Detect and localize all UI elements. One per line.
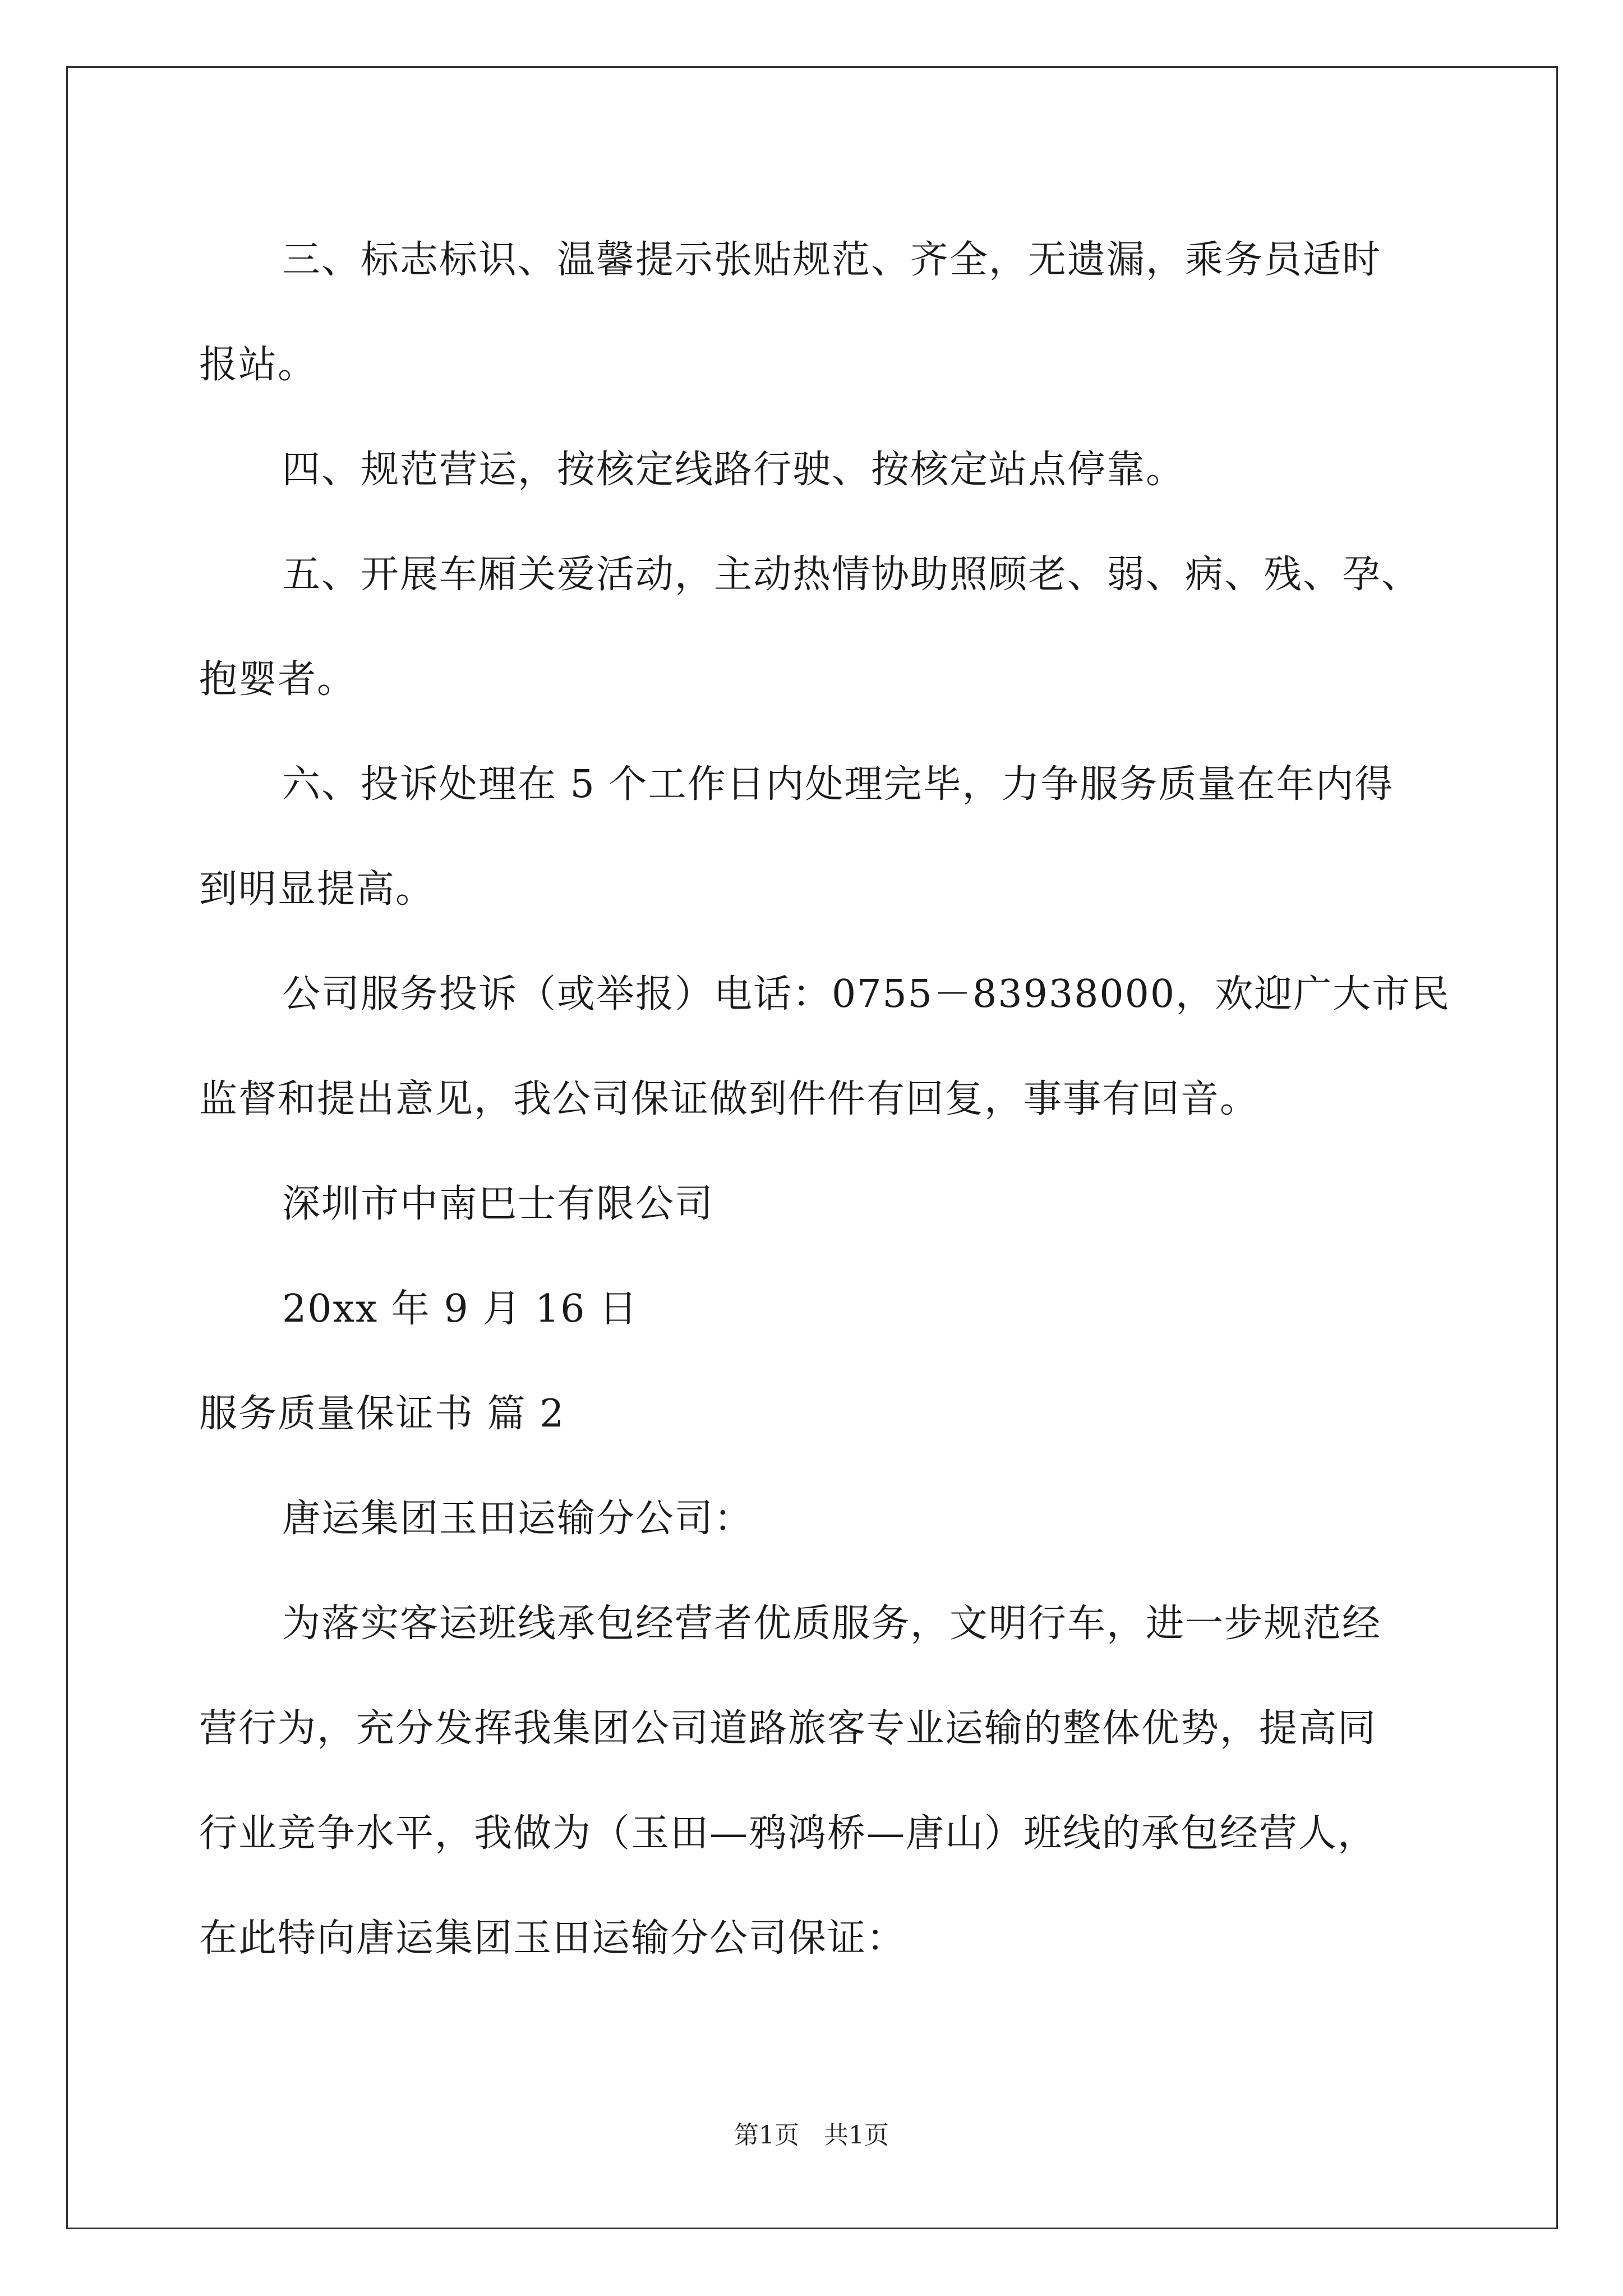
paragraph-item-5 [199, 522, 1461, 732]
complaint-hotline-paragraph [199, 942, 1461, 1152]
text-line: 三、标志标识、温馨提示张贴规范、齐全，无遗漏，乘务员适时 [282, 238, 1382, 282]
text-line: 报站。 [199, 343, 317, 387]
document-body [199, 208, 1461, 1991]
paragraph-item-3 [199, 208, 1461, 417]
text-line: 行业竞争水平，我做为（玉田—鸦鸿桥—唐山）班线的承包经营人， [199, 1811, 1377, 1856]
text-line: 四、规范营运，按核定线路行驶、按核定站点停靠。 [282, 448, 1186, 492]
text-line: 监督和提出意见，我公司保证做到件件有回复，事事有回音。 [199, 1077, 1260, 1121]
guarantee-intro-paragraph [199, 1571, 1461, 1991]
addressee [199, 1466, 1461, 1571]
section-heading [199, 1361, 1461, 1466]
text-line: 在此特向唐运集团玉田运输分公司保证： [199, 1916, 906, 1961]
text-line: 五、开展车厢关爱活动，主动热情协助照顾老、弱、病、残、孕、 [282, 553, 1421, 597]
text-line: 六、投诉处理在 5 个工作日内处理完毕，力争服务质量在年内得 [282, 762, 1394, 807]
signature-date [199, 1257, 1461, 1361]
paragraph-item-4 [199, 417, 1461, 522]
text-line: 公司服务投诉（或举报）电话：0755－83938000，欢迎广大市民 [282, 972, 1451, 1016]
text-line: 到明显提高。 [199, 867, 435, 912]
text-line: 抱婴者。 [199, 657, 357, 702]
text-line: 20xx 年 9 月 16 日 [282, 1287, 639, 1331]
text-line: 服务质量保证书 篇 2 [199, 1392, 565, 1436]
text-line: 深圳市中南巴士有限公司 [282, 1182, 714, 1226]
paragraph-item-6 [199, 732, 1461, 942]
text-line: 营行为，充分发挥我集团公司道路旅客专业运输的整体优势，提高同 [199, 1706, 1377, 1751]
text-line: 为落实客运班线承包经营者优质服务，文明行车，进一步规范经 [282, 1602, 1382, 1646]
page-footer: 第1页 共1页 [734, 2121, 889, 2150]
company-signature [199, 1152, 1461, 1257]
text-line: 唐运集团玉田运输分公司： [282, 1497, 754, 1541]
